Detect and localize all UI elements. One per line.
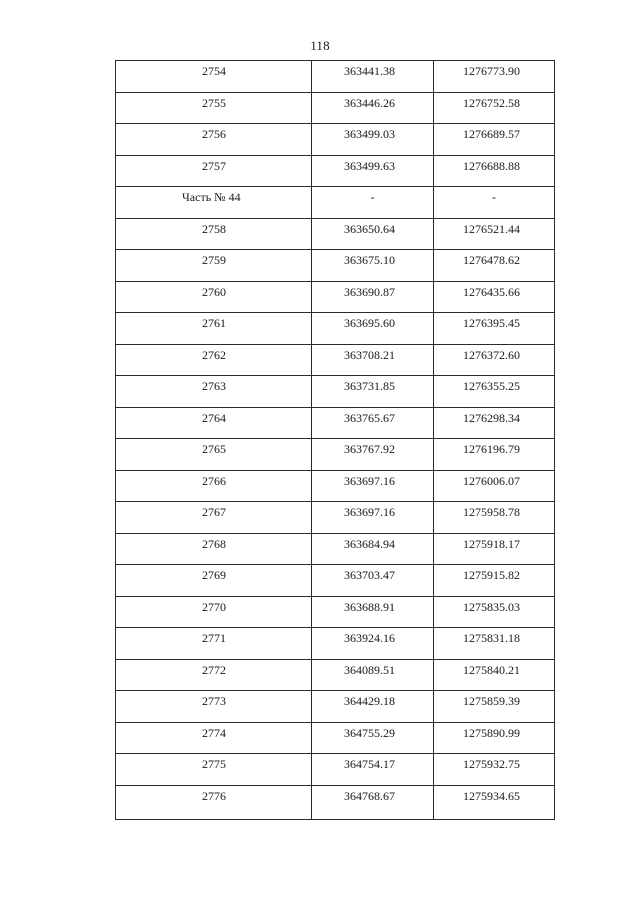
x-coordinate-cell (312, 628, 434, 660)
y-coordinate-value: - (492, 190, 496, 204)
x-coordinate-value: 363731.85 (344, 379, 395, 393)
x-coordinate-value: 364754.17 (344, 757, 395, 771)
table-row (116, 502, 555, 534)
y-coordinate-cell (434, 596, 555, 628)
x-coordinate-cell (312, 565, 434, 597)
table-row (116, 659, 555, 691)
table-row (116, 470, 555, 502)
x-coordinate-cell (312, 439, 434, 471)
x-coordinate-cell (312, 470, 434, 502)
y-coordinate-cell (434, 218, 555, 250)
point-number-value: 2775 (202, 757, 226, 771)
point-number-cell (116, 470, 312, 502)
point-number-value: 2756 (202, 127, 226, 141)
y-coordinate-value: 1275840.21 (463, 662, 520, 677)
y-coordinate-cell (434, 124, 555, 156)
y-coordinate-cell (434, 439, 555, 471)
point-number-cell (116, 61, 312, 93)
x-coordinate-value: 363697.16 (344, 505, 395, 519)
point-number-cell (116, 376, 312, 408)
point-number-cell (116, 281, 312, 313)
y-coordinate-cell (434, 344, 555, 376)
table-row (116, 313, 555, 345)
point-number-value: 2765 (202, 442, 226, 456)
x-coordinate-value: 363650.64 (344, 221, 395, 236)
y-coordinate-cell (434, 187, 555, 219)
point-number-value: 2766 (202, 473, 226, 488)
y-coordinate-cell (434, 754, 555, 786)
table-row (116, 565, 555, 597)
y-coordinate-value: 1275859.39 (463, 694, 520, 708)
point-number-cell (116, 502, 312, 534)
point-number-value: 2761 (202, 316, 226, 330)
y-coordinate-value: 1276196.79 (463, 442, 520, 456)
point-number-cell (116, 565, 312, 597)
y-coordinate-value: 1276355.25 (463, 379, 520, 393)
x-coordinate-cell (312, 533, 434, 565)
y-coordinate-value: 1275932.75 (463, 757, 520, 771)
point-number-value: 2773 (202, 694, 226, 708)
x-coordinate-value: 364089.51 (344, 662, 395, 677)
y-coordinate-cell (434, 659, 555, 691)
point-number-cell (116, 250, 312, 282)
section-header-row (116, 187, 555, 219)
x-coordinate-cell (312, 596, 434, 628)
y-coordinate-cell (434, 250, 555, 282)
coordinates-table (115, 60, 555, 820)
y-coordinate-value: 1276395.45 (463, 316, 520, 330)
y-coordinate-value: 1275835.03 (463, 599, 520, 614)
point-number-value: 2755 (202, 95, 226, 110)
y-coordinate-value: 1275934.65 (463, 788, 520, 803)
point-number-value: 2760 (202, 284, 226, 299)
table-row (116, 376, 555, 408)
y-coordinate-value: 1276521.44 (463, 221, 520, 236)
table-row (116, 407, 555, 439)
x-coordinate-cell (312, 344, 434, 376)
x-coordinate-value: - (370, 190, 375, 204)
x-coordinate-cell (312, 754, 434, 786)
x-coordinate-cell (312, 376, 434, 408)
x-coordinate-cell (312, 785, 434, 819)
y-coordinate-cell (434, 92, 555, 124)
y-coordinate-value: 1276752.58 (463, 95, 520, 110)
x-coordinate-value: 363765.67 (344, 410, 395, 425)
x-coordinate-cell (312, 61, 434, 93)
y-coordinate-value: 1275918.17 (463, 536, 520, 551)
point-number-cell (116, 187, 312, 219)
x-coordinate-value: 363446.26 (344, 95, 395, 110)
point-number-value: 2769 (202, 568, 226, 582)
point-number-value: 2774 (202, 725, 226, 740)
y-coordinate-cell (434, 281, 555, 313)
x-coordinate-value: 363708.21 (344, 347, 395, 362)
x-coordinate-cell (312, 250, 434, 282)
point-number-value: 2758 (202, 221, 226, 236)
x-coordinate-cell (312, 313, 434, 345)
y-coordinate-value: 1275958.78 (463, 505, 520, 519)
table-row (116, 754, 555, 786)
point-number-value: 2767 (202, 505, 226, 519)
point-number-cell (116, 439, 312, 471)
table-row (116, 596, 555, 628)
y-coordinate-value: 1275915.82 (463, 568, 520, 582)
x-coordinate-value: 363703.47 (344, 568, 395, 582)
x-coordinate-cell (312, 281, 434, 313)
point-number-value: 2768 (202, 536, 226, 551)
point-number-value: 2754 (202, 64, 226, 78)
table-row (116, 344, 555, 376)
x-coordinate-cell (312, 155, 434, 187)
x-coordinate-value: 363697.16 (344, 473, 395, 488)
y-coordinate-value: 1276688.88 (463, 158, 520, 173)
x-coordinate-value: 364755.29 (344, 725, 395, 740)
point-number-value: 2776 (202, 788, 226, 803)
table-row (116, 628, 555, 660)
x-coordinate-cell (312, 92, 434, 124)
coordinates-table-body (116, 61, 555, 820)
point-number-cell (116, 155, 312, 187)
y-coordinate-value: 1276298.34 (463, 410, 520, 425)
x-coordinate-cell (312, 218, 434, 250)
point-number-cell (116, 659, 312, 691)
y-coordinate-cell (434, 61, 555, 93)
x-coordinate-cell (312, 722, 434, 754)
x-coordinate-cell (312, 187, 434, 219)
x-coordinate-value: 363499.63 (344, 158, 395, 173)
y-coordinate-cell (434, 470, 555, 502)
table-row (116, 281, 555, 313)
y-coordinate-cell (434, 628, 555, 660)
y-coordinate-cell (434, 502, 555, 534)
y-coordinate-cell (434, 155, 555, 187)
x-coordinate-value: 364768.67 (344, 788, 395, 803)
point-number-value: 2762 (202, 347, 226, 362)
y-coordinate-cell (434, 565, 555, 597)
table-row (116, 250, 555, 282)
y-coordinate-value: 1276689.57 (463, 127, 520, 141)
y-coordinate-cell (434, 691, 555, 723)
point-number-value: 2771 (202, 631, 226, 645)
point-number-cell (116, 628, 312, 660)
y-coordinate-value: 1276773.90 (463, 64, 520, 78)
x-coordinate-cell (312, 691, 434, 723)
x-coordinate-value: 363695.60 (344, 316, 395, 330)
point-number-value: 2763 (202, 379, 226, 393)
point-number-cell (116, 785, 312, 819)
point-number-cell (116, 407, 312, 439)
point-number-cell (116, 596, 312, 628)
table-row (116, 218, 555, 250)
x-coordinate-value: 363441.38 (344, 64, 395, 78)
y-coordinate-cell (434, 407, 555, 439)
point-number-cell (116, 124, 312, 156)
x-coordinate-value: 363684.94 (344, 536, 395, 551)
point-number-cell (116, 533, 312, 565)
x-coordinate-value: 363499.03 (344, 127, 395, 141)
point-number-value: 2772 (202, 662, 226, 677)
table-row (116, 533, 555, 565)
point-number-cell (116, 754, 312, 786)
y-coordinate-value: 1276372.60 (463, 347, 520, 362)
x-coordinate-value: 364429.18 (344, 694, 395, 708)
point-number-cell (116, 313, 312, 345)
y-coordinate-cell (434, 376, 555, 408)
table-row (116, 691, 555, 723)
x-coordinate-cell (312, 502, 434, 534)
x-coordinate-value: 363688.91 (344, 599, 395, 614)
x-coordinate-value: 363924.16 (344, 631, 395, 645)
table-row (116, 785, 555, 819)
x-coordinate-value: 363767.92 (344, 442, 395, 456)
point-number-cell (116, 92, 312, 124)
y-coordinate-cell (434, 722, 555, 754)
x-coordinate-cell (312, 124, 434, 156)
table-row (116, 92, 555, 124)
point-number-cell (116, 722, 312, 754)
y-coordinate-cell (434, 785, 555, 819)
point-number-cell (116, 218, 312, 250)
point-number-value: 2764 (202, 410, 226, 425)
table-row (116, 155, 555, 187)
y-coordinate-value: 1275890.99 (463, 725, 520, 740)
table-row (116, 439, 555, 471)
x-coordinate-value: 363690.87 (344, 284, 395, 299)
point-number-value: 2757 (202, 158, 226, 173)
x-coordinate-cell (312, 407, 434, 439)
page-number: 118 (310, 38, 330, 53)
y-coordinate-cell (434, 533, 555, 565)
point-number-cell (116, 691, 312, 723)
table-row (116, 61, 555, 93)
table-row (116, 124, 555, 156)
y-coordinate-cell (434, 313, 555, 345)
point-number-value: 2759 (202, 253, 226, 267)
point-number-cell (116, 344, 312, 376)
y-coordinate-value: 1276435.66 (463, 284, 520, 299)
point-number-value: Часть № 44 (182, 190, 241, 204)
x-coordinate-value: 363675.10 (344, 253, 395, 267)
y-coordinate-value: 1276478.62 (463, 253, 520, 267)
table-row (116, 722, 555, 754)
y-coordinate-value: 1275831.18 (463, 631, 520, 645)
x-coordinate-cell (312, 659, 434, 691)
y-coordinate-value: 1276006.07 (463, 473, 520, 488)
point-number-value: 2770 (202, 599, 226, 614)
